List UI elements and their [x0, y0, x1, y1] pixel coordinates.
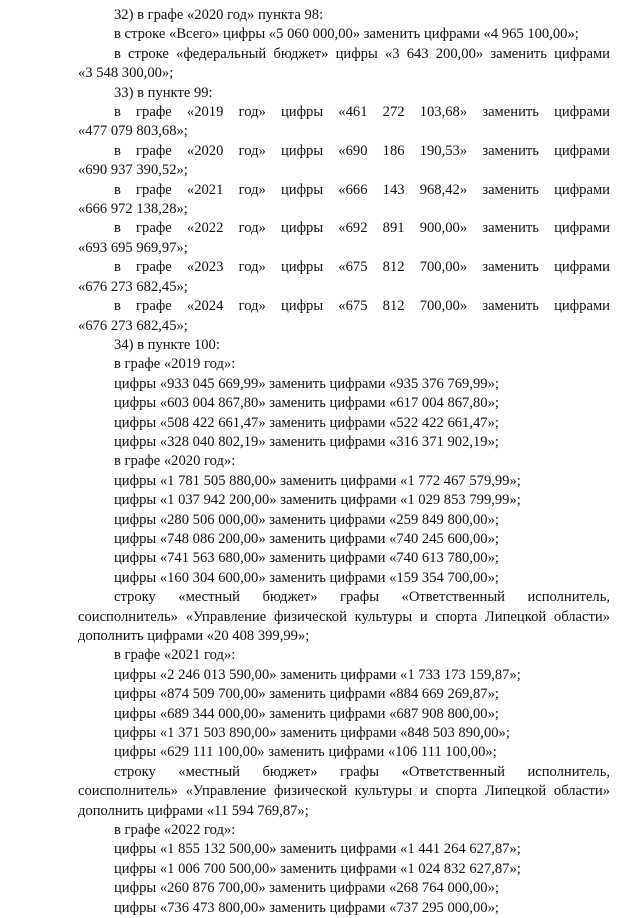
- text-line: цифры «748 086 200,00» заменить цифрами «740 245 600,00»;: [114, 530, 499, 547]
- text-line: 33) в пункте 99:: [114, 84, 213, 101]
- text-line: «3 548 300,00»;: [78, 65, 174, 82]
- text-line: цифры «328 040 802,19» заменить цифрами «316 371 902,19»;: [114, 433, 499, 450]
- text-line: цифры «280 506 000,00» заменить цифрами «259 849 800,00»;: [114, 511, 499, 528]
- text-line: цифры «1 037 942 200,00» заменить цифрами «1 029 853 799,99»;: [114, 492, 521, 509]
- text-line: соисполнитель» «Управление физической культуры и спорта Липецкой области»: [78, 783, 610, 800]
- document-page: [78, 6, 610, 918]
- text-line: в графе «2019 год»:: [114, 356, 236, 373]
- text-line: «676 273 682,45»;: [78, 317, 188, 334]
- text-line: в графе «2022 год» цифры «692 891 900,00» заменить цифрами: [114, 220, 610, 237]
- text-line: цифры «629 111 100,00» заменить цифрами «106 111 100,00»;: [114, 744, 497, 761]
- text-line: цифры «736 473 800,00» заменить цифрами «737 295 000,00»;: [114, 899, 499, 916]
- text-line: дополнить цифрами «11 594 769,87»;: [78, 802, 309, 819]
- text-line: цифры «508 422 661,47» заменить цифрами «522 422 661,47»;: [114, 414, 499, 431]
- text-line: соисполнитель» «Управление физической культуры и спорта Липецкой области»: [78, 608, 610, 625]
- text-line: «690 937 390,52»;: [78, 162, 188, 179]
- text-line: «676 273 682,45»;: [78, 278, 188, 295]
- text-line: цифры «2 246 013 590,00» заменить цифрами «1 733 173 159,87»;: [114, 666, 521, 683]
- text-line: строку «местный бюджет» графы «Ответственный исполнитель,: [114, 589, 610, 606]
- text-line: цифры «741 563 680,00» заменить цифрами «740 613 780,00»;: [114, 550, 499, 567]
- text-line: 34) в пункте 100:: [114, 336, 220, 353]
- text-line: цифры «689 344 000,00» заменить цифрами «687 908 800,00»;: [114, 705, 499, 722]
- text-line: цифры «1 006 700 500,00» заменить цифрами «1 024 832 627,87»;: [114, 860, 521, 877]
- text-line: 32) в графе «2020 год» пункта 98:: [114, 7, 324, 23]
- text-line: дополнить цифрами «20 408 399,99»;: [78, 628, 310, 644]
- text-line: в графе «2021 год» цифры «666 143 968,42» заменить цифрами: [114, 181, 610, 198]
- text-line: цифры «260 876 700,00» заменить цифрами «268 764 000,00»;: [114, 880, 499, 897]
- text-line: в графе «2023 год» цифры «675 812 700,00» заменить цифрами: [114, 259, 610, 276]
- text-line: в графе «2020 год» цифры «690 186 190,53» заменить цифрами: [114, 142, 610, 159]
- text-line: в графе «2020 год»:: [114, 453, 236, 470]
- text-line: цифры «1 855 132 500,00» заменить цифрами «1 441 264 627,87»;: [114, 841, 521, 858]
- text-line: цифры «160 304 600,00» заменить цифрами «159 354 700,00»;: [114, 569, 499, 586]
- text-line: в графе «2022 год»:: [114, 822, 236, 839]
- text-line: цифры «933 045 669,99» заменить цифрами «935 376 769,99»;: [114, 375, 499, 392]
- text-line: цифры «874 509 700,00» заменить цифрами «884 669 269,87»;: [114, 686, 499, 703]
- text-line: в строке «федеральный бюджет» цифры «3 643 200,00» заменить цифрами: [114, 45, 610, 62]
- text-line: «693 695 969,97»;: [78, 239, 188, 256]
- text-line: в графе «2019 год» цифры «461 272 103,68» заменить цифрами: [114, 104, 610, 121]
- text-line: цифры «1 781 505 880,00» заменить цифрами «1 772 467 579,99»;: [114, 472, 521, 489]
- text-line: в графе «2021 год»:: [114, 647, 236, 664]
- text-line: в строке «Всего» цифры «5 060 000,00» заменить цифрами «4 965 100,00»;: [114, 26, 579, 43]
- text-line: в графе «2024 год» цифры «675 812 700,00» заменить цифрами: [114, 298, 610, 315]
- text-line: цифры «1 371 503 890,00» заменить цифрами «848 503 890,00»;: [114, 725, 510, 742]
- text-line: строку «местный бюджет» графы «Ответственный исполнитель,: [114, 763, 610, 780]
- text-line: цифры «603 004 867,80» заменить цифрами «617 004 867,80»;: [114, 395, 499, 412]
- text-line: «666 972 138,28»;: [78, 201, 188, 218]
- text-line: «477 079 803,68»;: [78, 123, 188, 140]
